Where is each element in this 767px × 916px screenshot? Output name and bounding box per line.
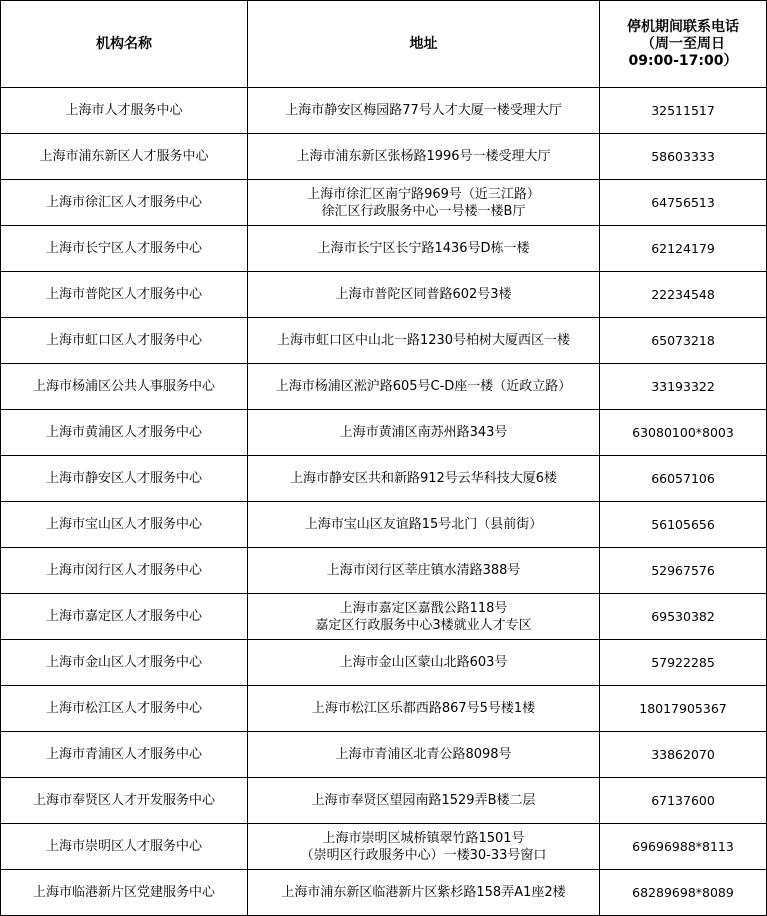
table-row	[1, 134, 767, 180]
org-phone: 69696988*8113	[600, 824, 767, 870]
header-phone-line: 09:00-17:00）	[628, 52, 738, 69]
org-address	[248, 824, 600, 870]
org-address	[248, 88, 600, 134]
address-line: 上海市浦东新区临港新片区紫杉路158弄A1座2楼	[281, 885, 566, 900]
org-name: 上海市闵行区人才服务中心	[1, 548, 248, 594]
header-row	[1, 1, 767, 88]
org-name: 上海市临港新片区党建服务中心	[1, 870, 248, 916]
org-address	[248, 686, 600, 732]
address-line: 上海市静安区共和新路912号云华科技大厦6楼	[289, 471, 558, 486]
org-name: 上海市青浦区人才服务中心	[1, 732, 248, 778]
address-line: 上海市杨浦区淞沪路605号C-D座一楼（近政立路）	[275, 379, 572, 394]
org-address	[248, 778, 600, 824]
org-address	[248, 594, 600, 640]
org-phone: 52967576	[600, 548, 767, 594]
address-line: （崇明区行政服务中心）一楼30-33号窗口	[300, 847, 547, 863]
org-phone: 62124179	[600, 226, 767, 272]
table-row	[1, 318, 767, 364]
org-address	[248, 640, 600, 686]
org-address	[248, 502, 600, 548]
org-name: 上海市嘉定区人才服务中心	[1, 594, 248, 640]
org-name: 上海市松江区人才服务中心	[1, 686, 248, 732]
table-row	[1, 88, 767, 134]
org-address	[248, 410, 600, 456]
org-name: 上海市浦东新区人才服务中心	[1, 134, 248, 180]
address-line: 上海市普陀区同普路602号3楼	[335, 287, 512, 302]
address-line: 上海市奉贤区望园南路1529弄B楼二层	[311, 793, 536, 808]
org-name: 上海市黄浦区人才服务中心	[1, 410, 248, 456]
org-phone: 68289698*8089	[600, 870, 767, 916]
org-phone: 66057106	[600, 456, 767, 502]
org-phone: 33193322	[600, 364, 767, 410]
address-line: 上海市金山区蒙山北路603号	[339, 655, 508, 670]
org-name: 上海市徐汇区人才服务中心	[1, 180, 248, 226]
table-row	[1, 640, 767, 686]
org-phone: 56105656	[600, 502, 767, 548]
org-name: 上海市杨浦区公共人事服务中心	[1, 364, 248, 410]
org-name: 上海市普陀区人才服务中心	[1, 272, 248, 318]
header-name: 机构名称	[1, 1, 248, 88]
org-name: 上海市虹口区人才服务中心	[1, 318, 248, 364]
org-address	[248, 134, 600, 180]
org-address	[248, 272, 600, 318]
table-row	[1, 778, 767, 824]
org-phone: 63080100*8003	[600, 410, 767, 456]
org-name: 上海市崇明区人才服务中心	[1, 824, 248, 870]
header-address: 地址	[248, 1, 600, 88]
org-phone: 57922285	[600, 640, 767, 686]
table-row	[1, 548, 767, 594]
header-phone	[600, 1, 767, 88]
org-address	[248, 318, 600, 364]
address-line: 嘉定区行政服务中心3楼就业人才专区	[315, 617, 532, 633]
address-line: 上海市黄浦区南苏州路343号	[339, 425, 508, 440]
address-line: 上海市松江区乐都西路867号5号楼1楼	[311, 701, 536, 716]
org-name: 上海市金山区人才服务中心	[1, 640, 248, 686]
org-address	[248, 732, 600, 778]
org-address	[248, 226, 600, 272]
org-phone: 33862070	[600, 732, 767, 778]
org-address	[248, 364, 600, 410]
org-address	[248, 180, 600, 226]
org-address	[248, 548, 600, 594]
address-line: 上海市崇明区城桥镇翠竹路1501号	[322, 830, 525, 846]
org-phone: 64756513	[600, 180, 767, 226]
table-row	[1, 456, 767, 502]
org-address	[248, 870, 600, 916]
address-line: 上海市虹口区中山北一路1230号柏树大厦西区一楼	[276, 333, 571, 348]
table-row	[1, 502, 767, 548]
table-row	[1, 594, 767, 640]
table-row	[1, 732, 767, 778]
address-line: 上海市静安区梅园路77号人才大厦一楼受理大厅	[285, 103, 562, 118]
table-row	[1, 870, 767, 916]
org-name: 上海市宝山区人才服务中心	[1, 502, 248, 548]
header-phone-line: 停机期间联系电话	[627, 18, 739, 35]
table-row	[1, 364, 767, 410]
org-phone: 18017905367	[600, 686, 767, 732]
org-address	[248, 456, 600, 502]
header-phone-line: （周一至周日	[641, 35, 725, 52]
table-row	[1, 226, 767, 272]
org-phone: 22234548	[600, 272, 767, 318]
table-row	[1, 824, 767, 870]
org-phone: 58603333	[600, 134, 767, 180]
org-name: 上海市静安区人才服务中心	[1, 456, 248, 502]
address-line: 徐汇区行政服务中心一号楼一楼B厅	[321, 203, 526, 219]
address-line: 上海市闵行区莘庄镇水清路388号	[326, 563, 521, 578]
org-phone: 67137600	[600, 778, 767, 824]
table-row	[1, 272, 767, 318]
address-line: 上海市嘉定区嘉戬公路118号	[339, 600, 508, 616]
org-name: 上海市人才服务中心	[1, 88, 248, 134]
address-line: 上海市宝山区友谊路15号北门（县前街）	[304, 517, 543, 532]
org-phone: 69530382	[600, 594, 767, 640]
org-phone: 32511517	[600, 88, 767, 134]
org-phone: 65073218	[600, 318, 767, 364]
address-line: 上海市浦东新区张杨路1996号一楼受理大厅	[296, 149, 551, 164]
table-row	[1, 410, 767, 456]
org-name: 上海市奉贤区人才开发服务中心	[1, 778, 248, 824]
address-line: 上海市青浦区北青公路8098号	[335, 747, 512, 762]
table-row	[1, 180, 767, 226]
address-line: 上海市徐汇区南宁路969号（近三江路）	[307, 186, 540, 202]
address-line: 上海市长宁区长宁路1436号D栋一楼	[317, 241, 530, 256]
org-name: 上海市长宁区人才服务中心	[1, 226, 248, 272]
table-row	[1, 686, 767, 732]
